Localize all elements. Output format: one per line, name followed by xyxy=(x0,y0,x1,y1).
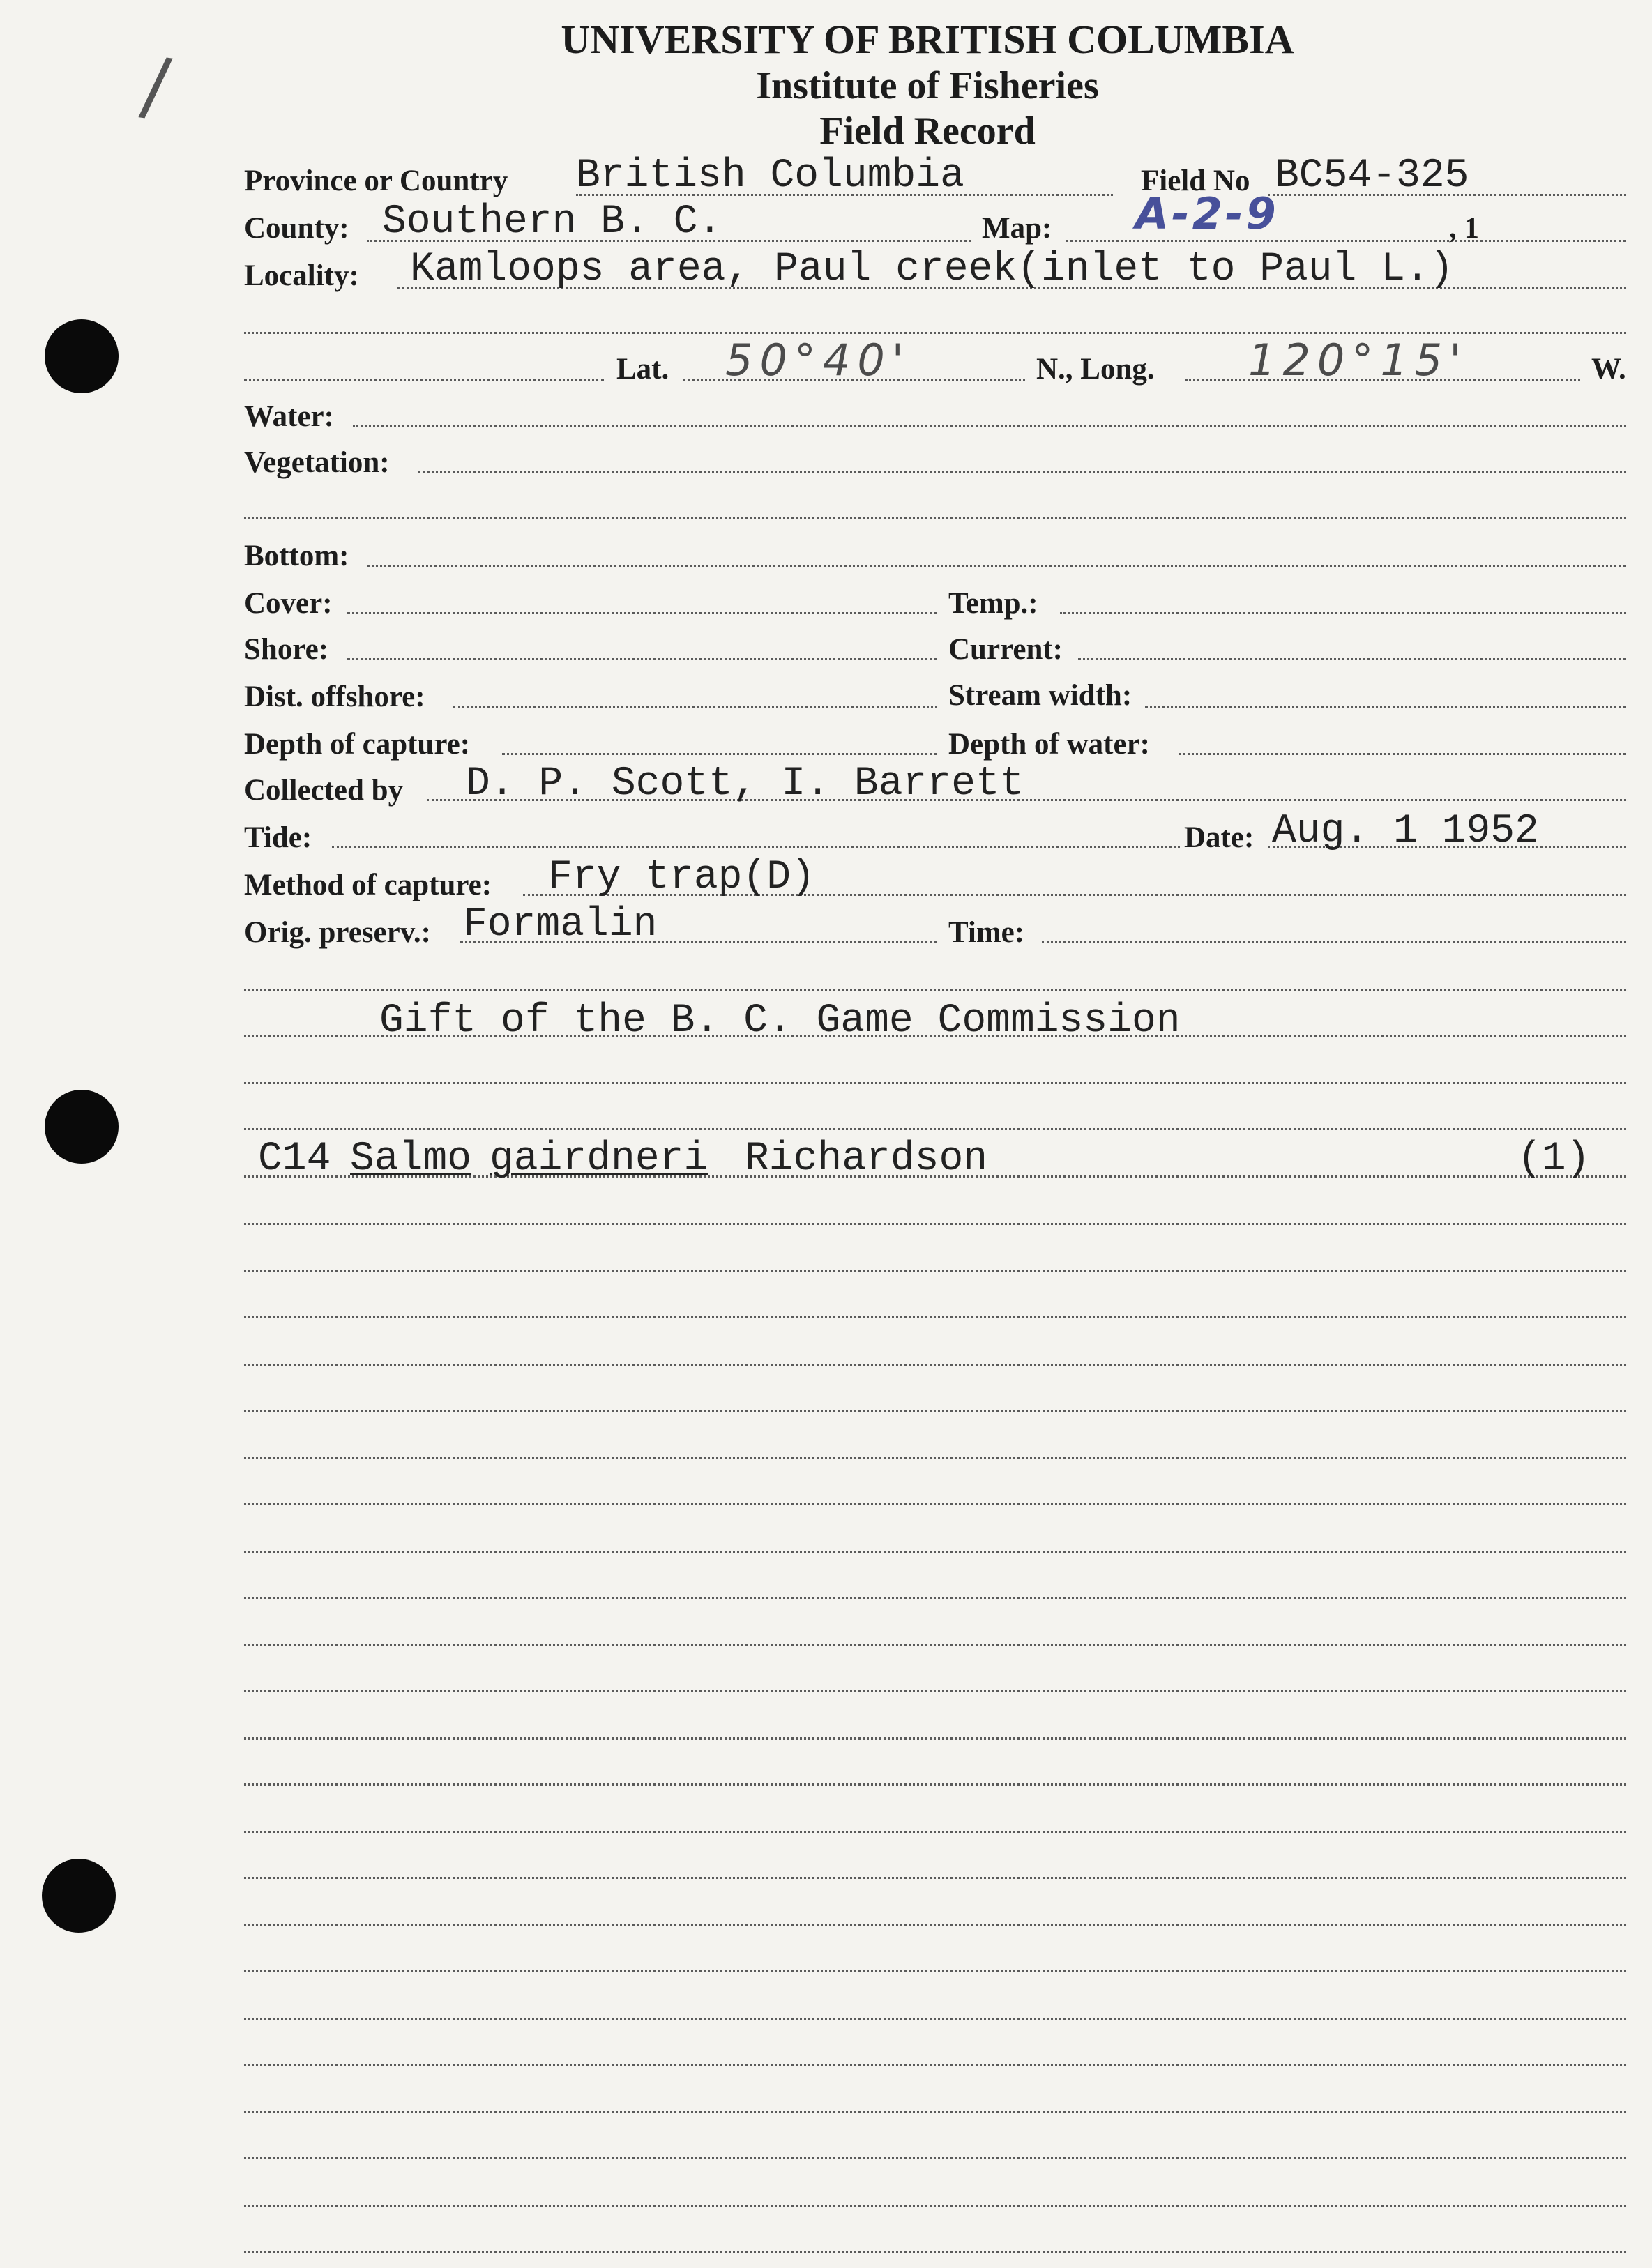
blank-line xyxy=(244,2018,1626,2020)
tide-line xyxy=(332,846,1180,848)
lat-leading-line xyxy=(244,379,604,381)
specimen-count: (1) xyxy=(1517,1136,1591,1182)
current-label: Current: xyxy=(948,633,1063,666)
lat-label: Lat. xyxy=(616,353,669,386)
date-label: Date: xyxy=(1184,821,1255,854)
collected-by-value: D. P. Scott, I. Barrett xyxy=(466,761,1024,807)
dist-offshore-label: Dist. offshore: xyxy=(244,680,425,713)
temp-label: Temp.: xyxy=(948,587,1038,620)
method-value: Fry trap(D) xyxy=(548,855,815,900)
specimen-code: C14 xyxy=(258,1136,331,1182)
county-value: Southern B. C. xyxy=(382,199,722,245)
blank-line xyxy=(244,2205,1626,2207)
locality-value: Kamloops area, Paul creek(inlet to Paul L.) xyxy=(410,247,1454,292)
notes-line xyxy=(244,1082,1626,1084)
time-line xyxy=(1042,941,1626,943)
preserv-value: Formalin xyxy=(463,902,658,947)
long-value: 120°15' xyxy=(1248,335,1469,386)
blank-line xyxy=(244,1783,1626,1786)
map-suffix: , 1 xyxy=(1449,212,1479,245)
blank-line xyxy=(244,1410,1626,1412)
blank-line xyxy=(244,1597,1626,1599)
blank-line xyxy=(244,1457,1626,1459)
collected-by-label: Collected by xyxy=(244,774,404,807)
bottom-line xyxy=(367,565,1626,567)
map-label: Map: xyxy=(982,212,1052,245)
stream-width-line xyxy=(1145,706,1626,708)
province-label: Province or Country xyxy=(244,165,508,197)
university-title: UNIVERSITY OF BRITISH COLUMBIA xyxy=(561,17,1294,62)
record-title: Field Record xyxy=(819,109,1036,153)
long-suffix: W. xyxy=(1591,353,1626,386)
blank-line xyxy=(244,1970,1626,1972)
specimen-author: Richardson xyxy=(745,1136,988,1182)
blank-line xyxy=(244,1737,1626,1740)
locality-label: Locality: xyxy=(244,259,359,292)
stream-width-label: Stream width: xyxy=(948,679,1132,712)
lat-value: 50°40' xyxy=(725,335,911,386)
blank-line xyxy=(244,1831,1626,1833)
map-line xyxy=(1066,240,1626,242)
depth-capture-line xyxy=(502,753,937,755)
blank-line xyxy=(244,1644,1626,1646)
blank-line xyxy=(244,1924,1626,1926)
check-mark: / xyxy=(137,40,175,132)
current-line xyxy=(1078,658,1626,660)
vegetation-line-2 xyxy=(244,517,1626,519)
province-value: British Columbia xyxy=(576,153,964,199)
specimen-species: gairdneri xyxy=(490,1136,708,1182)
blank-line xyxy=(244,2157,1626,2159)
field-no-value: BC54-325 xyxy=(1275,153,1469,199)
water-line xyxy=(353,425,1626,427)
blank-line xyxy=(244,1316,1626,1318)
blank-line xyxy=(244,1877,1626,1879)
punch-hole xyxy=(45,319,119,393)
blank-line xyxy=(244,1690,1626,1692)
long-label: N., Long. xyxy=(1036,353,1155,386)
water-label: Water: xyxy=(244,400,334,433)
punch-hole xyxy=(42,1859,116,1933)
punch-hole xyxy=(45,1090,119,1164)
depth-water-line xyxy=(1179,753,1626,755)
specimen-genus: Salmo xyxy=(350,1136,472,1182)
map-value: A-2-9 xyxy=(1135,188,1279,239)
blank-line xyxy=(244,2251,1626,2253)
dist-offshore-line xyxy=(453,706,937,708)
tide-label: Tide: xyxy=(244,821,312,854)
blank-line xyxy=(244,2064,1626,2066)
vegetation-line xyxy=(418,471,1626,473)
shore-label: Shore: xyxy=(244,633,329,666)
blank-line xyxy=(244,1551,1626,1553)
blank-line xyxy=(244,1364,1626,1366)
time-label: Time: xyxy=(948,916,1025,949)
blank-line xyxy=(244,2111,1626,2113)
shore-line xyxy=(347,658,937,660)
method-label: Method of capture: xyxy=(244,869,492,901)
date-value: Aug. 1 1952 xyxy=(1272,809,1539,854)
cover-line xyxy=(347,612,937,614)
notes-line xyxy=(244,1128,1626,1130)
notes-line xyxy=(244,989,1626,991)
depth-capture-label: Depth of capture: xyxy=(244,728,471,761)
gift-note: Gift of the B. C. Game Commission xyxy=(379,998,1181,1044)
bottom-label: Bottom: xyxy=(244,540,349,572)
blank-line xyxy=(244,1223,1626,1225)
vegetation-label: Vegetation: xyxy=(244,446,390,479)
locality-line-2 xyxy=(244,332,1626,334)
institute-title: Institute of Fisheries xyxy=(756,64,1099,107)
depth-water-label: Depth of water: xyxy=(948,728,1150,761)
preserv-label: Orig. preserv.: xyxy=(244,916,431,949)
blank-line xyxy=(244,1503,1626,1505)
blank-line xyxy=(244,1270,1626,1272)
cover-label: Cover: xyxy=(244,587,333,620)
field-no-label: Field No xyxy=(1141,165,1250,197)
temp-line xyxy=(1060,612,1626,614)
county-label: County: xyxy=(244,212,349,245)
